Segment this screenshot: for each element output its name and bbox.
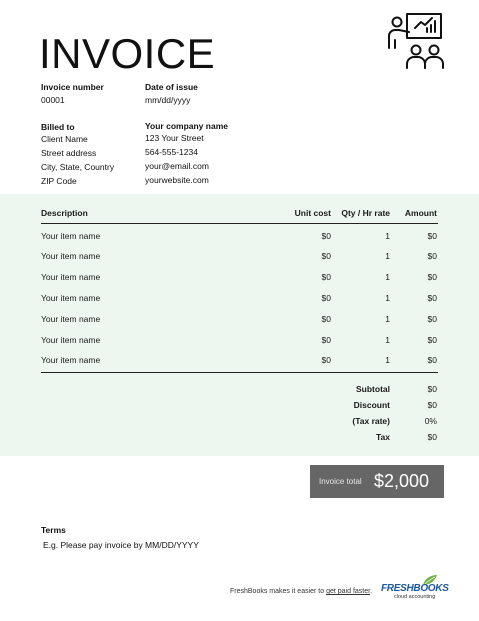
tax-label: Tax bbox=[375, 432, 390, 442]
client-name[interactable]: Client Name bbox=[41, 134, 88, 144]
summary-subtotal bbox=[300, 384, 438, 398]
invoice-number-block bbox=[41, 82, 104, 107]
header-qty: Qty / Hr rate bbox=[341, 208, 390, 218]
terms-label: Terms bbox=[41, 525, 66, 535]
freshbooks-brand-sub: cloud accounting bbox=[394, 594, 436, 600]
table-row bbox=[41, 231, 438, 245]
invoice-number-label: Invoice number bbox=[41, 82, 104, 92]
freshbooks-logo[interactable] bbox=[380, 574, 449, 604]
date-value[interactable]: mm/dd/yyyy bbox=[145, 95, 191, 105]
invoice-number-value[interactable]: 00001 bbox=[41, 95, 65, 105]
item-description[interactable]: Your item name bbox=[41, 355, 101, 365]
date-block bbox=[145, 82, 198, 107]
item-qty[interactable]: 1 bbox=[385, 251, 390, 261]
client-zip[interactable]: ZIP Code bbox=[41, 176, 77, 186]
item-unit-cost[interactable]: $0 bbox=[321, 272, 331, 282]
item-description[interactable]: Your item name bbox=[41, 251, 101, 261]
item-amount: $0 bbox=[427, 335, 437, 345]
item-unit-cost[interactable]: $0 bbox=[321, 355, 331, 365]
tax-rate-value[interactable]: 0% bbox=[424, 416, 437, 426]
item-amount: $0 bbox=[427, 272, 437, 282]
header-unit-cost: Unit cost bbox=[294, 208, 331, 218]
table-row bbox=[41, 293, 438, 307]
summary-tax bbox=[300, 432, 438, 446]
company-website[interactable]: yourwebsite.com bbox=[145, 175, 209, 185]
header-divider bbox=[41, 223, 438, 224]
item-qty[interactable]: 1 bbox=[385, 335, 390, 345]
company-email[interactable]: your@email.com bbox=[145, 161, 209, 171]
item-unit-cost[interactable]: $0 bbox=[321, 293, 331, 303]
invoice-total-label: Invoice total bbox=[319, 477, 362, 486]
tax-value: $0 bbox=[427, 432, 437, 442]
client-city[interactable]: City, State, Country bbox=[41, 162, 115, 172]
item-unit-cost[interactable]: $0 bbox=[321, 251, 331, 261]
subtotal-value: $0 bbox=[427, 384, 437, 394]
presentation-icon bbox=[385, 12, 445, 70]
footer-note bbox=[230, 588, 372, 595]
table-row bbox=[41, 272, 438, 286]
discount-label: Discount bbox=[353, 400, 390, 410]
billed-to-label: Billed to bbox=[41, 122, 75, 132]
company-block bbox=[145, 121, 228, 187]
table-row bbox=[41, 335, 438, 349]
tax-rate-label: (Tax rate) bbox=[352, 416, 390, 426]
invoice-total-box bbox=[310, 465, 444, 498]
item-amount: $0 bbox=[427, 251, 437, 261]
item-amount: $0 bbox=[427, 231, 437, 241]
item-description[interactable]: Your item name bbox=[41, 335, 101, 345]
freshbooks-brand-name: FRESHBOOKS bbox=[381, 583, 449, 594]
billed-to-block bbox=[41, 122, 114, 188]
date-label: Date of issue bbox=[145, 82, 198, 92]
item-qty[interactable]: 1 bbox=[385, 231, 390, 241]
header-amount: Amount bbox=[404, 208, 437, 218]
item-amount: $0 bbox=[427, 293, 437, 303]
item-description[interactable]: Your item name bbox=[41, 314, 101, 324]
invoice-title: INVOICE bbox=[39, 30, 216, 77]
summary-tax-rate bbox=[300, 416, 438, 430]
table-row bbox=[41, 355, 438, 369]
discount-value[interactable]: $0 bbox=[427, 400, 437, 410]
client-street[interactable]: Street address bbox=[41, 148, 97, 158]
item-qty[interactable]: 1 bbox=[385, 293, 390, 303]
item-amount: $0 bbox=[427, 355, 437, 365]
table-row bbox=[41, 251, 438, 265]
table-row bbox=[41, 314, 438, 328]
company-phone[interactable]: 564-555-1234 bbox=[145, 147, 198, 157]
footer-text: FreshBooks makes it easier to bbox=[230, 588, 327, 595]
item-description[interactable]: Your item name bbox=[41, 293, 101, 303]
item-unit-cost[interactable]: $0 bbox=[321, 314, 331, 324]
item-qty[interactable]: 1 bbox=[385, 314, 390, 324]
item-qty[interactable]: 1 bbox=[385, 272, 390, 282]
item-unit-cost[interactable]: $0 bbox=[321, 231, 331, 241]
item-description[interactable]: Your item name bbox=[41, 231, 101, 241]
company-street[interactable]: 123 Your Street bbox=[145, 133, 204, 143]
invoice-total-value: $2,000 bbox=[373, 471, 429, 491]
summary-discount bbox=[300, 400, 438, 414]
header-description: Description bbox=[41, 208, 88, 218]
item-amount: $0 bbox=[427, 314, 437, 324]
table-bottom-divider bbox=[41, 372, 438, 373]
subtotal-label: Subtotal bbox=[356, 384, 390, 394]
get-paid-faster-link[interactable]: get paid faster bbox=[326, 588, 371, 595]
item-qty[interactable]: 1 bbox=[385, 355, 390, 365]
terms-text[interactable]: E.g. Please pay invoice by MM/DD/YYYY bbox=[43, 540, 199, 550]
table-header bbox=[41, 208, 438, 222]
company-name-label: Your company name bbox=[145, 121, 228, 131]
footer-period: . bbox=[370, 588, 373, 595]
item-unit-cost[interactable]: $0 bbox=[321, 335, 331, 345]
item-description[interactable]: Your item name bbox=[41, 272, 101, 282]
